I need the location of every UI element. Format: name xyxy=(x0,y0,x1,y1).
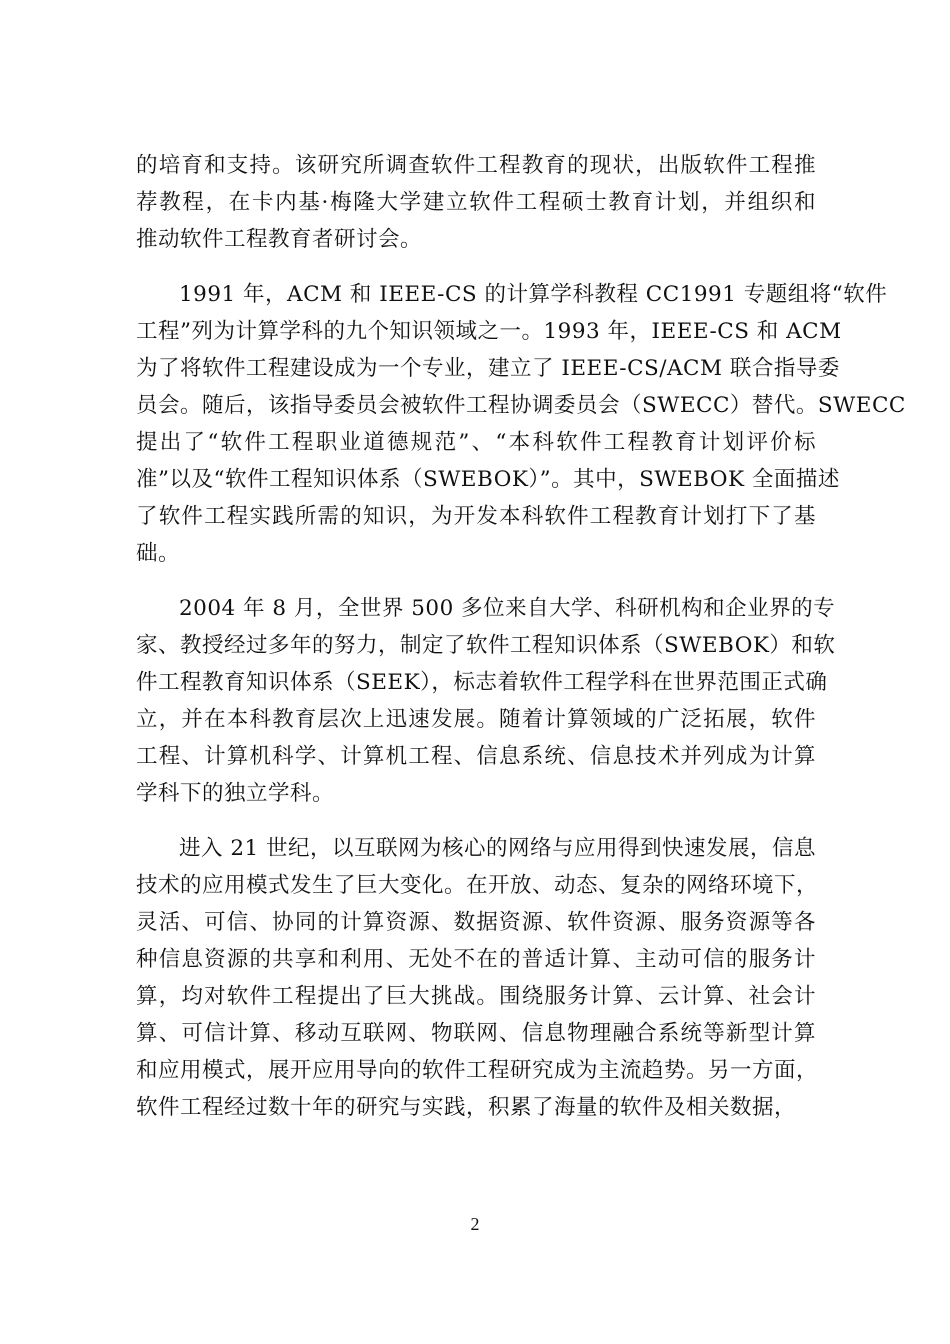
paragraph xyxy=(136,590,836,812)
paragraph xyxy=(136,276,906,572)
text-line: 员会。随后，该指导委员会被软件工程协调委员会（SWECC）替代。SWECC xyxy=(136,393,906,418)
body-text xyxy=(136,147,906,1144)
text-line: 提出了“软件工程职业道德规范”、“本科软件工程教育计划评价标 xyxy=(136,430,816,455)
text-line: 算，均对软件工程提出了巨大挑战。围绕服务计算、云计算、社会计 xyxy=(136,984,816,1009)
text-line: 家、教授经过多年的努力，制定了软件工程知识体系（SWEBOK）和软 xyxy=(136,633,836,658)
text-line: 算、可信计算、移动互联网、物联网、信息物理融合系统等新型计算 xyxy=(136,1021,816,1046)
page-number: 2 xyxy=(470,1214,480,1234)
text-line: 推动软件工程教育者研讨会。 xyxy=(136,227,423,252)
text-line: 工程、计算机科学、计算机工程、信息系统、信息技术并列成为计算 xyxy=(136,744,816,769)
text-line: 1991 年，ACM 和 IEEE-CS 的计算学科教程 CC1991 专题组将“软件 xyxy=(179,282,888,307)
text-line: 为了将软件工程建设成为一个专业，建立了 IEEE-CS/ACM 联合指导委 xyxy=(136,356,840,381)
text-line: 件工程教育知识体系（SEEK），标志着软件工程学科在世界范围正式确 xyxy=(136,670,828,695)
text-line: 种信息资源的共享和利用、无处不在的普适计算、主动可信的服务计 xyxy=(136,947,816,972)
text-line: 工程”列为计算学科的九个知识领域之一。1993 年，IEEE-CS 和 ACM xyxy=(136,319,842,344)
paragraph xyxy=(136,147,816,258)
paragraph xyxy=(136,830,819,1126)
text-line: 2004 年 8 月，全世界 500 多位来自大学、科研机构和企业界的专 xyxy=(179,596,836,621)
text-line: 荐教程，在卡内基·梅隆大学建立软件工程硕士教育计划，并组织和 xyxy=(136,190,816,215)
text-line: 软件工程经过数十年的研究与实践，积累了海量的软件及相关数据， xyxy=(136,1095,797,1120)
text-line: 技术的应用模式发生了巨大变化。在开放、动态、复杂的网络环境下， xyxy=(136,873,819,898)
text-line: 了软件工程实践所需的知识，为开发本科软件工程教育计划打下了基 xyxy=(136,504,816,529)
text-line: 学科下的独立学科。 xyxy=(136,781,335,806)
text-line: 进入 21 世纪，以互联网为核心的网络与应用得到快速发展，信息 xyxy=(179,836,817,861)
text-line: 的培育和支持。该研究所调查软件工程教育的现状，出版软件工程推 xyxy=(136,153,816,178)
text-line: 准”以及“软件工程知识体系（SWEBOK）”。其中，SWEBOK 全面描述 xyxy=(136,467,840,492)
text-line: 灵活、可信、协同的计算资源、数据资源、软件资源、服务资源等各 xyxy=(136,910,816,935)
text-line: 立，并在本科教育层次上迅速发展。随着计算领域的广泛拓展，软件 xyxy=(136,707,816,732)
text-line: 础。 xyxy=(136,541,181,566)
text-line: 和应用模式，展开应用导向的软件工程研究成为主流趋势。另一方面， xyxy=(136,1058,819,1083)
